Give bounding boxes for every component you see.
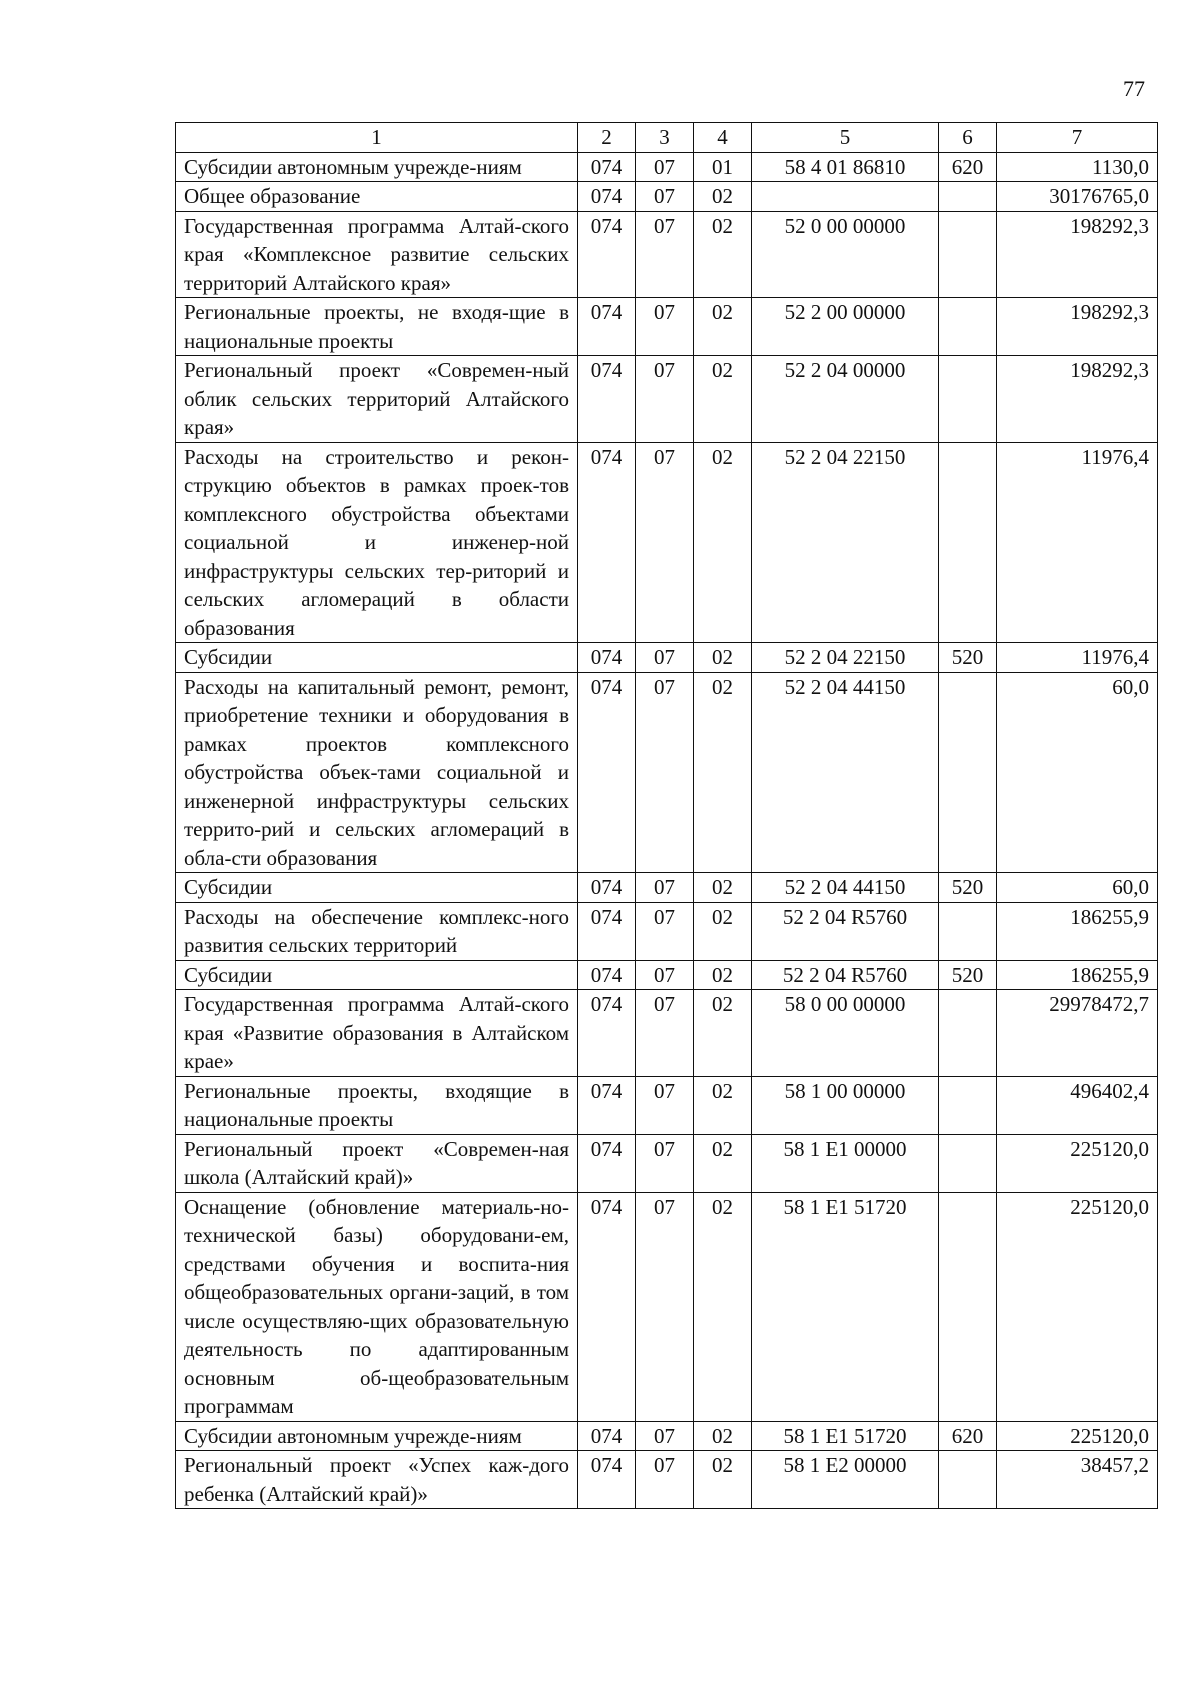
item-name-cell: Государственная программа Алтай-ского края «Комплексное развитие сельских территорий Алтайского края» xyxy=(176,211,578,298)
item-name-cell: Региональные проекты, не входя-щие в национальные проекты xyxy=(176,298,578,356)
target-article-cell: 58 1 E1 51720 xyxy=(752,1192,939,1421)
amount-cell: 60,0 xyxy=(997,672,1158,873)
ministry-code-cell: 074 xyxy=(578,1421,636,1451)
ministry-code-cell: 074 xyxy=(578,960,636,990)
item-name-cell: Региональный проект «Современ-ная школа (Алтайский край)» xyxy=(176,1134,578,1192)
budget-table xyxy=(175,122,1158,1509)
section-code-cell: 07 xyxy=(636,152,694,182)
section-code-cell: 07 xyxy=(636,211,694,298)
ministry-code-cell: 074 xyxy=(578,643,636,673)
ministry-code-cell: 074 xyxy=(578,182,636,212)
amount-cell: 11976,4 xyxy=(997,643,1158,673)
subsection-code-cell: 02 xyxy=(694,1076,752,1134)
section-code-cell: 07 xyxy=(636,960,694,990)
target-article-cell: 52 2 04 22150 xyxy=(752,442,939,643)
item-name-cell: Региональный проект «Успех каж-дого ребенка (Алтайский край)» xyxy=(176,1451,578,1509)
section-code-cell: 07 xyxy=(636,672,694,873)
ministry-code-cell: 074 xyxy=(578,990,636,1077)
expense-type-cell: 520 xyxy=(939,960,997,990)
subsection-code-cell: 02 xyxy=(694,356,752,443)
subsection-code-cell: 02 xyxy=(694,182,752,212)
amount-cell: 60,0 xyxy=(997,873,1158,903)
column-header: 1 xyxy=(176,123,578,153)
target-article-cell: 52 2 04 44150 xyxy=(752,873,939,903)
column-header: 2 xyxy=(578,123,636,153)
item-name-cell: Расходы на капитальный ремонт, ремонт, приобретение техники и оборудования в рамках проектов комплексного обустройства объек-тами социальной и инженерной инфраструктуры сельских террито-рий и сельских агломераций в обла-сти образования xyxy=(176,672,578,873)
target-article-cell: 58 1 00 00000 xyxy=(752,1076,939,1134)
column-header: 4 xyxy=(694,123,752,153)
expense-type-cell: 620 xyxy=(939,152,997,182)
target-article-cell: 52 2 00 00000 xyxy=(752,298,939,356)
subsection-code-cell: 02 xyxy=(694,442,752,643)
section-code-cell: 07 xyxy=(636,902,694,960)
table-row xyxy=(176,152,1158,182)
table-row xyxy=(176,1192,1158,1421)
table-row xyxy=(176,1076,1158,1134)
expense-type-cell xyxy=(939,672,997,873)
ministry-code-cell: 074 xyxy=(578,298,636,356)
column-header: 5 xyxy=(752,123,939,153)
item-name-cell: Расходы на строительство и рекон-струкцию объектов в рамках проек-тов комплексного обустройства объектами социальной и инженер-ной инфраструктуры сельских тер-риторий и сельских агломераций в области образования xyxy=(176,442,578,643)
amount-cell: 11976,4 xyxy=(997,442,1158,643)
target-article-cell: 58 1 E2 00000 xyxy=(752,1451,939,1509)
ministry-code-cell: 074 xyxy=(578,1076,636,1134)
item-name-cell: Региональный проект «Современ-ный облик сельских территорий Алтайского края» xyxy=(176,356,578,443)
target-article-cell: 52 2 04 R5760 xyxy=(752,902,939,960)
section-code-cell: 07 xyxy=(636,442,694,643)
section-code-cell: 07 xyxy=(636,1451,694,1509)
table-row xyxy=(176,211,1158,298)
subsection-code-cell: 02 xyxy=(694,211,752,298)
expense-type-cell xyxy=(939,356,997,443)
column-header: 7 xyxy=(997,123,1158,153)
target-article-cell: 52 2 04 00000 xyxy=(752,356,939,443)
subsection-code-cell: 02 xyxy=(694,1451,752,1509)
column-header: 3 xyxy=(636,123,694,153)
subsection-code-cell: 01 xyxy=(694,152,752,182)
expense-type-cell xyxy=(939,902,997,960)
expense-type-cell: 520 xyxy=(939,873,997,903)
ministry-code-cell: 074 xyxy=(578,211,636,298)
expense-type-cell: 620 xyxy=(939,1421,997,1451)
table-row xyxy=(176,990,1158,1077)
target-article-cell: 58 4 01 86810 xyxy=(752,152,939,182)
table-row xyxy=(176,1421,1158,1451)
item-name-cell: Региональные проекты, входящие в национальные проекты xyxy=(176,1076,578,1134)
expense-type-cell xyxy=(939,1192,997,1421)
ministry-code-cell: 074 xyxy=(578,1192,636,1421)
section-code-cell: 07 xyxy=(636,1192,694,1421)
expense-type-cell xyxy=(939,1076,997,1134)
subsection-code-cell: 02 xyxy=(694,902,752,960)
target-article-cell: 52 0 00 00000 xyxy=(752,211,939,298)
item-name-cell: Общее образование xyxy=(176,182,578,212)
table-row xyxy=(176,356,1158,443)
item-name-cell: Субсидии автономным учрежде-ниям xyxy=(176,152,578,182)
item-name-cell: Субсидии xyxy=(176,873,578,903)
subsection-code-cell: 02 xyxy=(694,873,752,903)
target-article-cell: 52 2 04 22150 xyxy=(752,643,939,673)
target-article-cell: 58 1 E1 51720 xyxy=(752,1421,939,1451)
subsection-code-cell: 02 xyxy=(694,990,752,1077)
table-row xyxy=(176,643,1158,673)
table-row xyxy=(176,1134,1158,1192)
subsection-code-cell: 02 xyxy=(694,643,752,673)
expense-type-cell xyxy=(939,990,997,1077)
column-header: 6 xyxy=(939,123,997,153)
table-row xyxy=(176,902,1158,960)
expense-type-cell xyxy=(939,1134,997,1192)
section-code-cell: 07 xyxy=(636,873,694,903)
expense-type-cell xyxy=(939,182,997,212)
expense-type-cell xyxy=(939,298,997,356)
amount-cell: 496402,4 xyxy=(997,1076,1158,1134)
table-row xyxy=(176,873,1158,903)
section-code-cell: 07 xyxy=(636,1134,694,1192)
target-article-cell: 58 0 00 00000 xyxy=(752,990,939,1077)
expense-type-cell: 520 xyxy=(939,643,997,673)
amount-cell: 198292,3 xyxy=(997,298,1158,356)
amount-cell: 186255,9 xyxy=(997,960,1158,990)
section-code-cell: 07 xyxy=(636,643,694,673)
target-article-cell: 52 2 04 R5760 xyxy=(752,960,939,990)
target-article-cell: 58 1 E1 00000 xyxy=(752,1134,939,1192)
expense-type-cell xyxy=(939,442,997,643)
amount-cell: 30176765,0 xyxy=(997,182,1158,212)
expense-type-cell xyxy=(939,211,997,298)
item-name-cell: Расходы на обеспечение комплекс-ного развития сельских территорий xyxy=(176,902,578,960)
amount-cell: 186255,9 xyxy=(997,902,1158,960)
expense-type-cell xyxy=(939,1451,997,1509)
item-name-cell: Субсидии xyxy=(176,960,578,990)
table-row xyxy=(176,672,1158,873)
amount-cell: 225120,0 xyxy=(997,1192,1158,1421)
item-name-cell: Государственная программа Алтай-ского края «Развитие образования в Алтайском крае» xyxy=(176,990,578,1077)
amount-cell: 225120,0 xyxy=(997,1134,1158,1192)
section-code-cell: 07 xyxy=(636,182,694,212)
ministry-code-cell: 074 xyxy=(578,902,636,960)
table-row xyxy=(176,182,1158,212)
subsection-code-cell: 02 xyxy=(694,960,752,990)
subsection-code-cell: 02 xyxy=(694,672,752,873)
ministry-code-cell: 074 xyxy=(578,152,636,182)
page-number: 77 xyxy=(1123,76,1145,101)
ministry-code-cell: 074 xyxy=(578,356,636,443)
section-code-cell: 07 xyxy=(636,1076,694,1134)
ministry-code-cell: 074 xyxy=(578,672,636,873)
amount-cell: 198292,3 xyxy=(997,356,1158,443)
amount-cell: 38457,2 xyxy=(997,1451,1158,1509)
amount-cell: 225120,0 xyxy=(997,1421,1158,1451)
item-name-cell: Субсидии автономным учрежде-ниям xyxy=(176,1421,578,1451)
subsection-code-cell: 02 xyxy=(694,1421,752,1451)
target-article-cell: 52 2 04 44150 xyxy=(752,672,939,873)
subsection-code-cell: 02 xyxy=(694,298,752,356)
subsection-code-cell: 02 xyxy=(694,1192,752,1421)
section-code-cell: 07 xyxy=(636,1421,694,1451)
table-row xyxy=(176,442,1158,643)
item-name-cell: Оснащение (обновление материаль-но-технической базы) оборудовани-ем, средствами обучения и воспита-ния общеобразовательных органи-заций, в том числе осуществляю-щих образовательную деятельность по адаптированным основным об-щеобразовательным программам xyxy=(176,1192,578,1421)
amount-cell: 198292,3 xyxy=(997,211,1158,298)
table-row xyxy=(176,1451,1158,1509)
table-row xyxy=(176,298,1158,356)
table-row xyxy=(176,960,1158,990)
subsection-code-cell: 02 xyxy=(694,1134,752,1192)
section-code-cell: 07 xyxy=(636,356,694,443)
amount-cell: 1130,0 xyxy=(997,152,1158,182)
section-code-cell: 07 xyxy=(636,990,694,1077)
ministry-code-cell: 074 xyxy=(578,442,636,643)
amount-cell: 29978472,7 xyxy=(997,990,1158,1077)
ministry-code-cell: 074 xyxy=(578,873,636,903)
section-code-cell: 07 xyxy=(636,298,694,356)
ministry-code-cell: 074 xyxy=(578,1451,636,1509)
item-name-cell: Субсидии xyxy=(176,643,578,673)
target-article-cell xyxy=(752,182,939,212)
table-header-row xyxy=(176,123,1158,153)
ministry-code-cell: 074 xyxy=(578,1134,636,1192)
